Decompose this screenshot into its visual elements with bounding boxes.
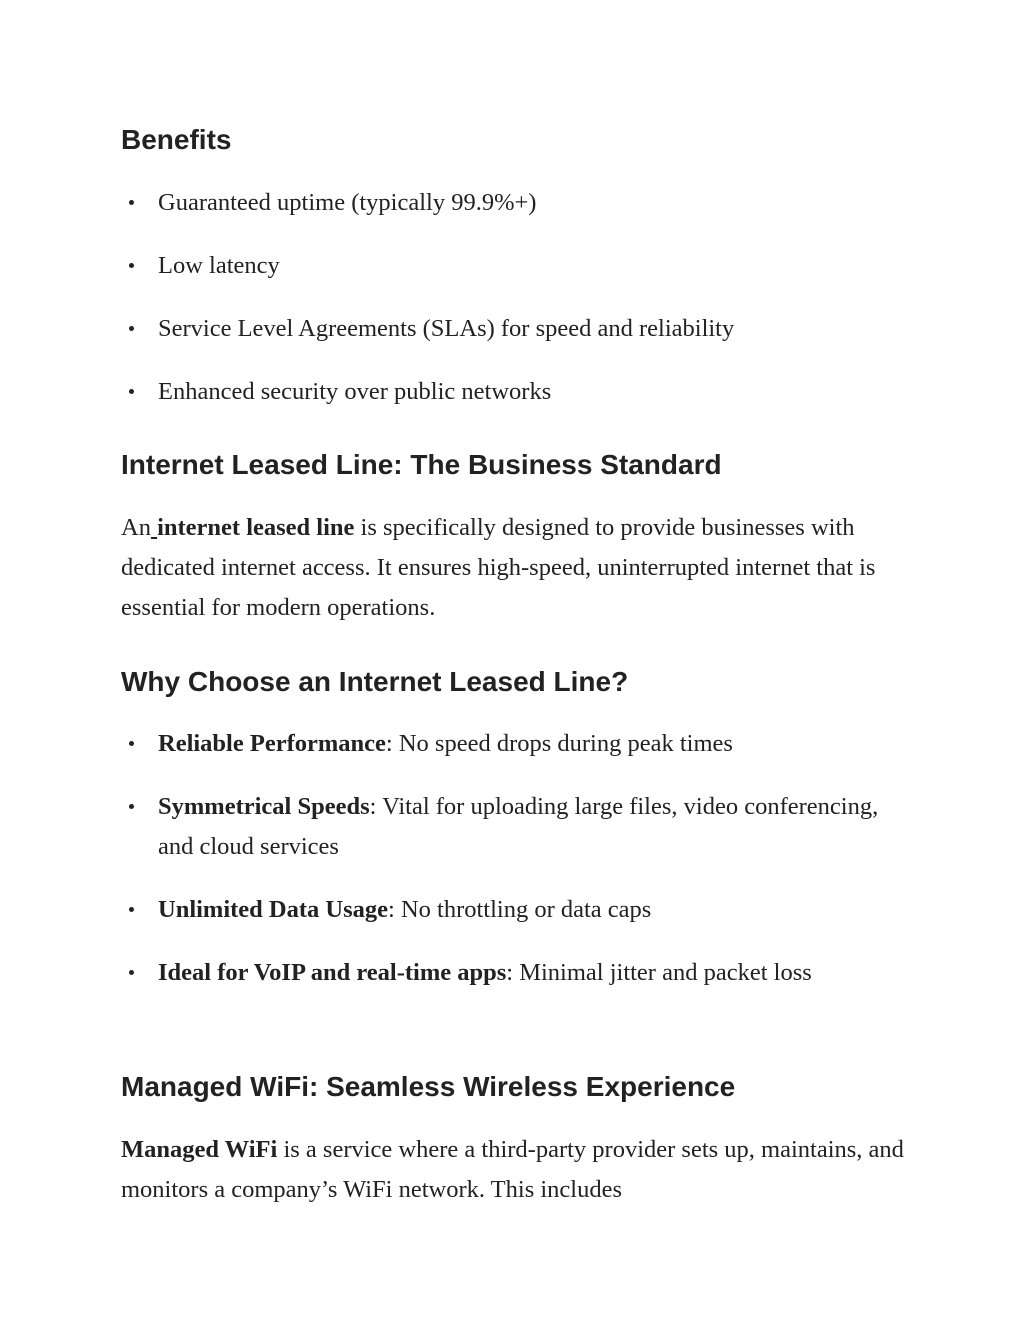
list-item	[121, 309, 911, 349]
list-item-text: Enhanced security over public networks	[158, 378, 552, 405]
list-item	[121, 372, 911, 412]
bullet-icon	[129, 804, 134, 809]
bullet-icon	[129, 741, 134, 746]
list-item	[121, 953, 911, 993]
list-item-text: Low latency	[158, 252, 280, 279]
list-item-term: Reliable Performance	[158, 730, 386, 757]
bullet-icon	[129, 263, 134, 268]
ill-intro-paragraph	[121, 508, 911, 628]
bullet-icon	[129, 389, 134, 394]
list-item-term: Ideal for VoIP and real-time apps	[158, 959, 507, 986]
list-item	[121, 787, 911, 867]
bullet-icon	[129, 907, 134, 912]
list-item-text: Service Level Agreements (SLAs) for speed and reliability	[158, 315, 735, 342]
internet-leased-line-link[interactable]: internet leased line	[157, 514, 355, 541]
why-section-heading: Why Choose an Internet Leased Line?	[121, 666, 629, 697]
bullet-icon	[129, 326, 134, 331]
list-item-desc: : No throttling or data caps	[388, 896, 652, 923]
intro-text: is specifically designed to provide businesses with dedicated internet access. It ensures high-speed, uninterrupted internet that is essential for modern operations.	[121, 514, 876, 621]
list-item	[121, 890, 911, 930]
benefits-heading: Benefits	[121, 124, 232, 155]
list-item-desc: : No speed drops during peak times	[385, 730, 733, 757]
bullet-icon	[129, 200, 134, 205]
intro-prefix: An	[121, 514, 151, 541]
list-item	[121, 724, 911, 764]
list-item	[121, 183, 911, 223]
list-item-desc: : Vital for uploading large files, video conferencing, and cloud services	[158, 793, 879, 860]
list-item-term: Symmetrical Speeds	[158, 793, 370, 820]
list-item-term: Unlimited Data Usage	[158, 896, 389, 923]
ill-section-heading: Internet Leased Line: The Business Standard	[121, 449, 722, 480]
wifi-intro-paragraph	[121, 1130, 911, 1210]
list-item-desc: : Minimal jitter and packet loss	[506, 959, 812, 986]
wifi-intro-text: is a service where a third-party provider sets up, maintains, and monitors a company’s WiFi network. This includes	[121, 1136, 904, 1203]
wifi-section-heading: Managed WiFi: Seamless Wireless Experience	[121, 1071, 736, 1102]
benefits-list	[121, 183, 911, 412]
list-item-text: Guaranteed uptime (typically 99.9%+)	[158, 189, 537, 216]
list-item	[121, 246, 911, 286]
managed-wifi-term: Managed WiFi	[121, 1136, 278, 1163]
bullet-icon	[129, 970, 134, 975]
why-list	[121, 724, 911, 993]
